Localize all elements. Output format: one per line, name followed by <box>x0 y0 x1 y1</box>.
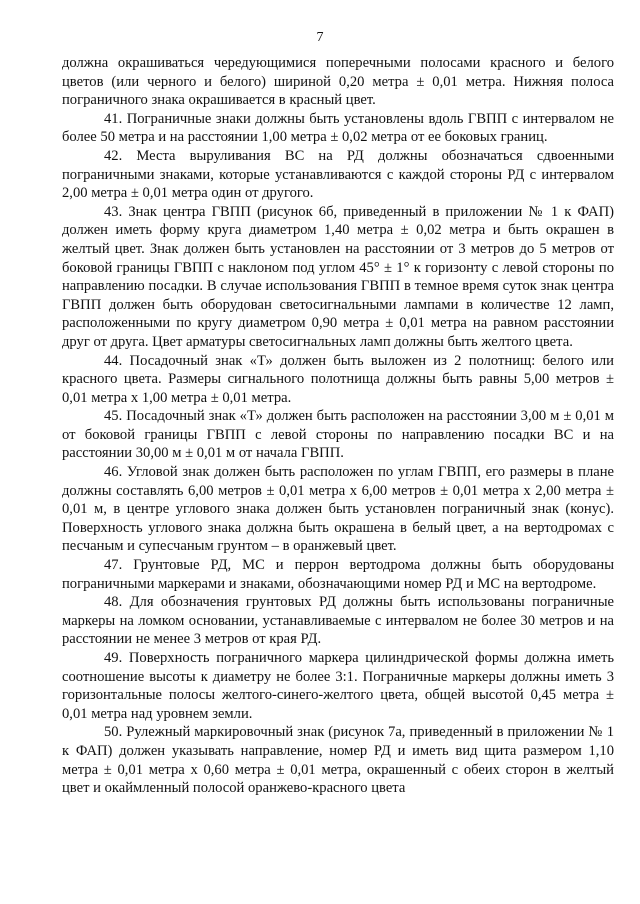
document-body <box>62 54 614 798</box>
paragraph-50: 50. Рулежный маркировочный знак (рисунок 7а, приведенный в приложении № 1 к ФАП) должен указывать направление, номер РД и иметь вид щита размером 1,10 метра ± 0,01 метра х 0,60 метра ± 0,01 метра, окрашенный с обеих сторон в желтый цвет и окаймленный полосой оранжево-красного цвета <box>62 724 614 797</box>
paragraph-46: 46. Угловой знак должен быть расположен по углам ГВПП, его размеры в плане должны составлять 6,00 метров ± 0,01 метра х 6,00 метров ± 0,01 метра х 2,00 метра ± 0,01 м, в центре углового знака должен быть установлен пограничный знак (конус). Поверхность углового знака должна быть окрашена в белый цвет, а на вертодромах с песчаным и супесчаным грунтом – в оранжевый цвет. <box>62 464 614 555</box>
paragraph-49: 49. Поверхность пограничного маркера цилиндрической формы должна иметь соотношение высоты к диаметру не более 3:1. Пограничные маркеры должны иметь 3 горизонтальные полосы желтого-синего-желтого цвета, общей высотой 0,45 метра ± 0,01 метра над уровнем земли. <box>62 650 614 722</box>
paragraph-44: 44. Посадочный знак «Т» должен быть выложен из 2 полотнищ: белого или красного цвета. Размеры сигнального полотнища должны быть равны 5,00 метров ± 0,01 метра х 1,00 метра ± 0,01 метра. <box>62 352 614 406</box>
paragraph-45: 45. Посадочный знак «Т» должен быть расположен на расстоянии 3,00 м ± 0,01 м от боковой границы ГВПП с левой стороны по направлению посадки ВС и на расстоянии 30,00 м ± 0,01 м от начала ГВПП. <box>62 408 614 462</box>
paragraph-41: 41. Пограничные знаки должны быть установлены вдоль ГВПП с интервалом не более 50 метра и на расстоянии 1,00 метра ± 0,02 метра от ее боковых границ. <box>62 110 614 146</box>
paragraph-43: 43. Знак центра ГВПП (рисунок 6б, приведенный в приложении № 1 к ФАП) должен иметь форму круга диаметром 1,40 метра ± 0,02 метра и быть окрашен в желтый цвет. Знак должен быть установлен на расстоянии от 3 метров до 5 метров от боковой границы ГВПП с наклоном под углом 45° ± 1° к горизонту с левой стороны по направлению посадки. В случае использования ГВПП в темное время суток знак центра ГВПП должен быть оборудован светосигнальными лампами в количестве 12 ламп, расположенными по кругу диаметром 0,90 метра ± 0,01 метра на равном расстоянии друг от друга. Цвет арматуры светосигнальных ламп должны быть желтого цвета. <box>62 203 614 350</box>
paragraph-42: 42. Места выруливания ВС на РД должны обозначаться сдвоенными пограничными знаками, которые устанавливаются с каждой стороны РД с интервалом 2,00 метра ± 0,01 метра один от другого. <box>62 147 614 202</box>
paragraph-47: 47. Грунтовые РД, МС и перрон вертодрома должны быть оборудованы пограничными маркерами и знаками, обозначающими номер РД и МС на вертодроме. <box>62 557 614 592</box>
paragraph-continuation: должна окрашиваться чередующимися поперечными полосами красного и белого цветов (или черного и белого) шириной 0,20 метра ± 0,01 метра. Нижняя полоса пограничного знака окрашивается в красный цвет. <box>62 55 614 109</box>
page-number: 7 <box>316 30 324 45</box>
paragraph-48: 48. Для обозначения грунтовых РД должны быть использованы пограничные маркеры на ломком основании, устанавливаемые с интервалом не более 30 метров и на расстоянии не менее 3 метров от края РД. <box>62 594 614 648</box>
